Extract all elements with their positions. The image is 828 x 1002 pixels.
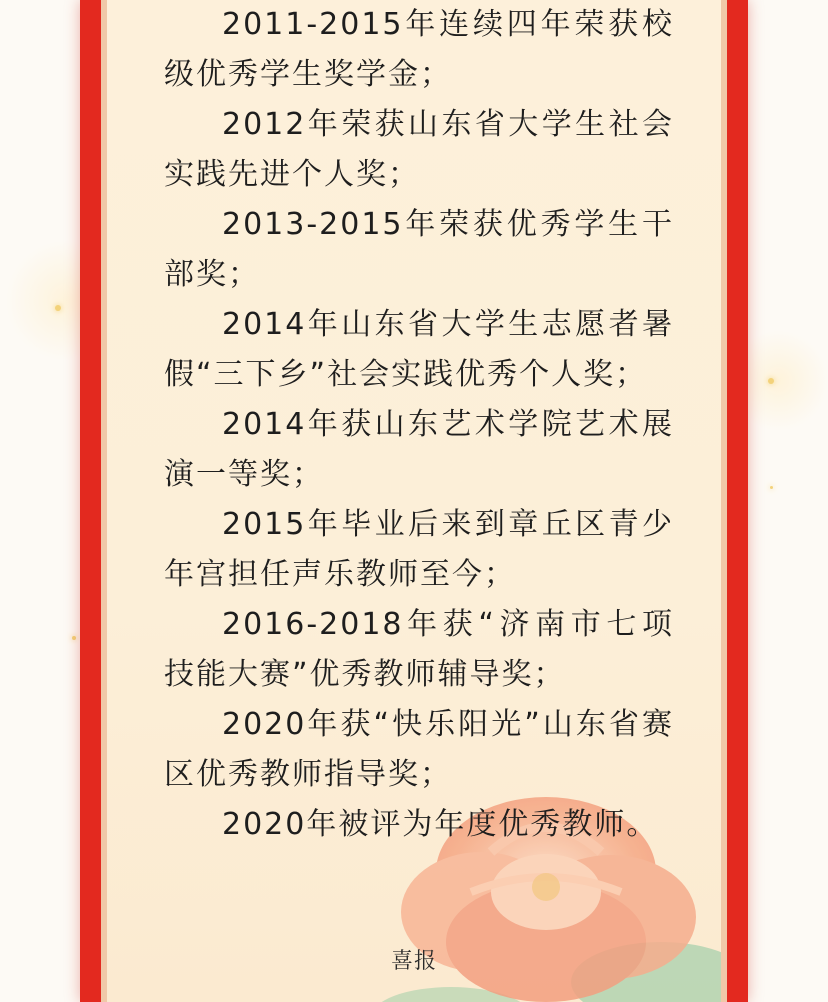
honor-paragraph: 2020年获“快乐阳光”山东省赛区优秀教师指导奖； <box>164 707 674 792</box>
honor-paragraph: 2013-2015年荣获优秀学生干部奖； <box>164 207 674 292</box>
honor-paragraph: 2016-2018年获“济南市七项技能大赛”优秀教师辅导奖； <box>164 607 674 692</box>
honor-paragraph: 2014年山东省大学生志愿者暑假“三下乡”社会实践优秀个人奖； <box>164 307 674 392</box>
honors-text-block <box>164 0 674 850</box>
sparkle-decoration-icon <box>768 378 774 384</box>
poster-paper <box>107 0 721 1002</box>
sparkle-decoration-icon <box>770 486 773 489</box>
honor-paragraph: 2020年被评为年度优秀教师。 <box>222 807 659 842</box>
honor-paragraph: 2015年毕业后来到章丘区青少年宫担任声乐教师至今； <box>164 507 674 592</box>
sparkle-decoration-icon <box>55 305 61 311</box>
sparkle-decoration-icon <box>72 636 76 640</box>
honor-paragraph: 2012年荣获山东省大学生社会实践先进个人奖； <box>164 107 674 192</box>
honor-paragraph: 2011-2015年连续四年荣获校级优秀学生奖学金； <box>164 7 674 92</box>
footer-label: 喜报 <box>390 949 437 974</box>
honor-paragraph: 2014年获山东艺术学院艺术展演一等奖； <box>164 407 674 492</box>
